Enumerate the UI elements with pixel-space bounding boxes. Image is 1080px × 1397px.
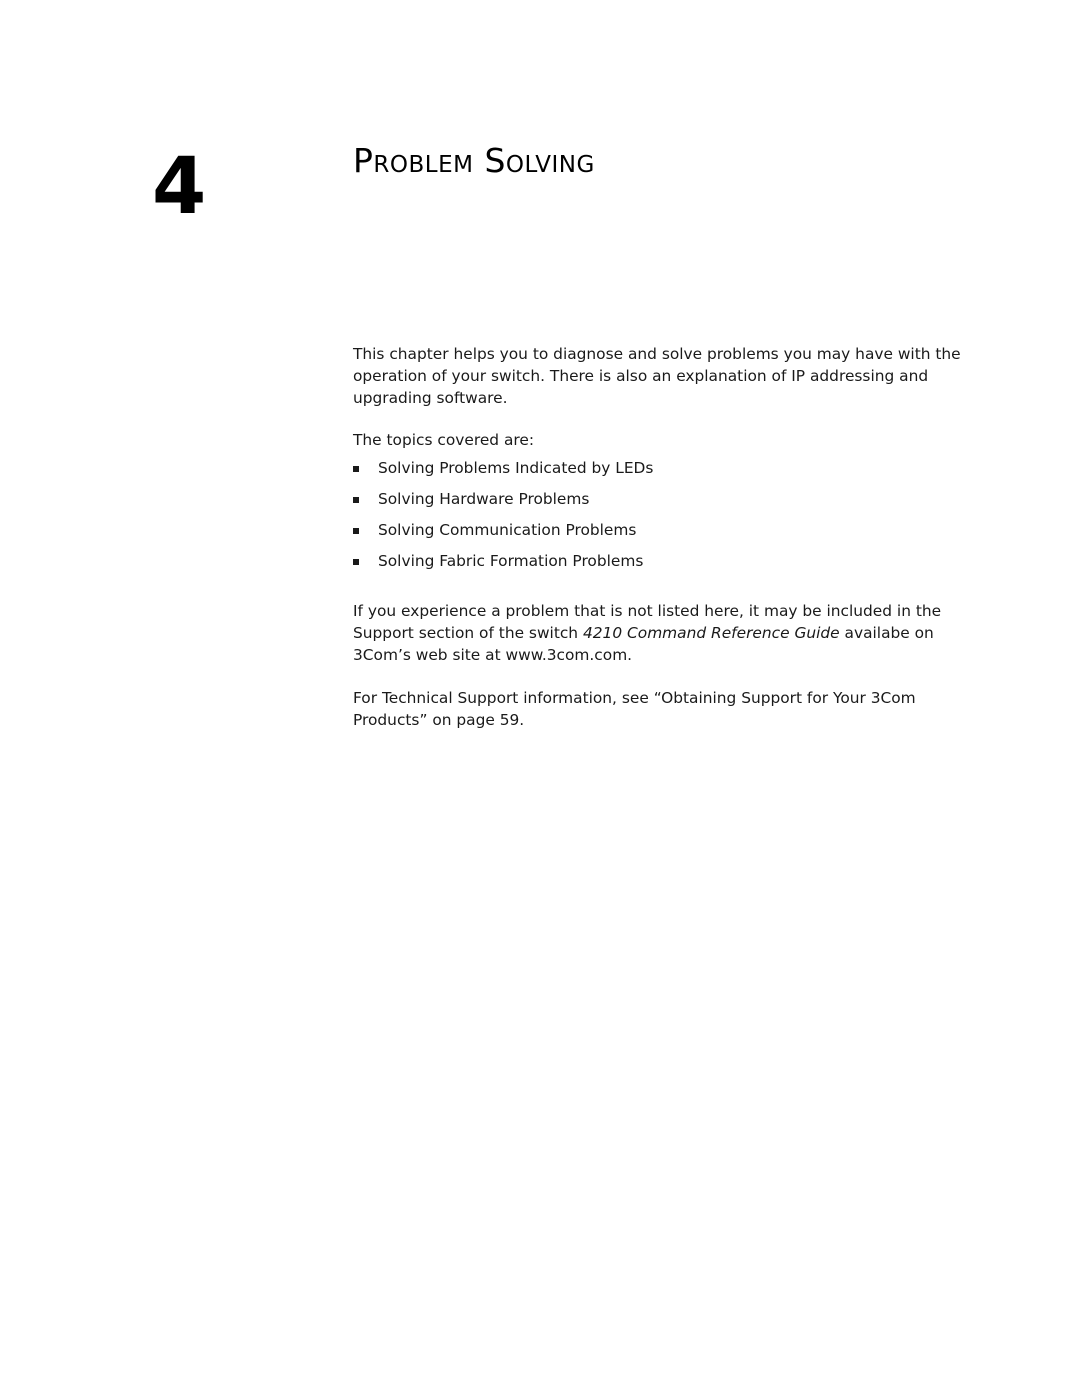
topic-label: Solving Fabric Formation Problems [378, 552, 644, 570]
topics-list [353, 457, 983, 581]
topic-item [353, 457, 983, 488]
not-listed-text-before: If you experience a problem that is not listed here, it may be included in the Support section of the switch [353, 602, 942, 642]
bullet-icon [353, 466, 359, 472]
chapter-number: 4 [152, 142, 207, 232]
chapter-title: Problem Solving [353, 141, 595, 180]
topic-label: Solving Communication Problems [378, 521, 637, 539]
not-listed-paragraph [353, 600, 983, 666]
support-paragraph: For Technical Support information, see “Obtaining Support for Your 3Com Products” on page 59. [353, 689, 916, 729]
topic-item [353, 519, 983, 550]
guide-title: 4210 Command Reference Guide [582, 624, 840, 642]
chapter-body [353, 343, 983, 731]
topic-item [353, 550, 983, 581]
intro-paragraph: This chapter helps you to diagnose and solve problems you may have with the operation of your switch. There is also an explanation of IP addressing and upgrading software. [353, 345, 961, 407]
bullet-icon [353, 497, 359, 503]
topic-item [353, 488, 983, 519]
bullet-icon [353, 528, 359, 534]
not-listed-text-after: availabe on 3Com’s web site at www.3com.com. [353, 624, 934, 664]
topic-label: Solving Hardware Problems [378, 490, 590, 508]
topic-label: Solving Problems Indicated by LEDs [378, 459, 654, 477]
bullet-icon [353, 559, 359, 565]
topics-lead: The topics covered are: [353, 431, 535, 449]
